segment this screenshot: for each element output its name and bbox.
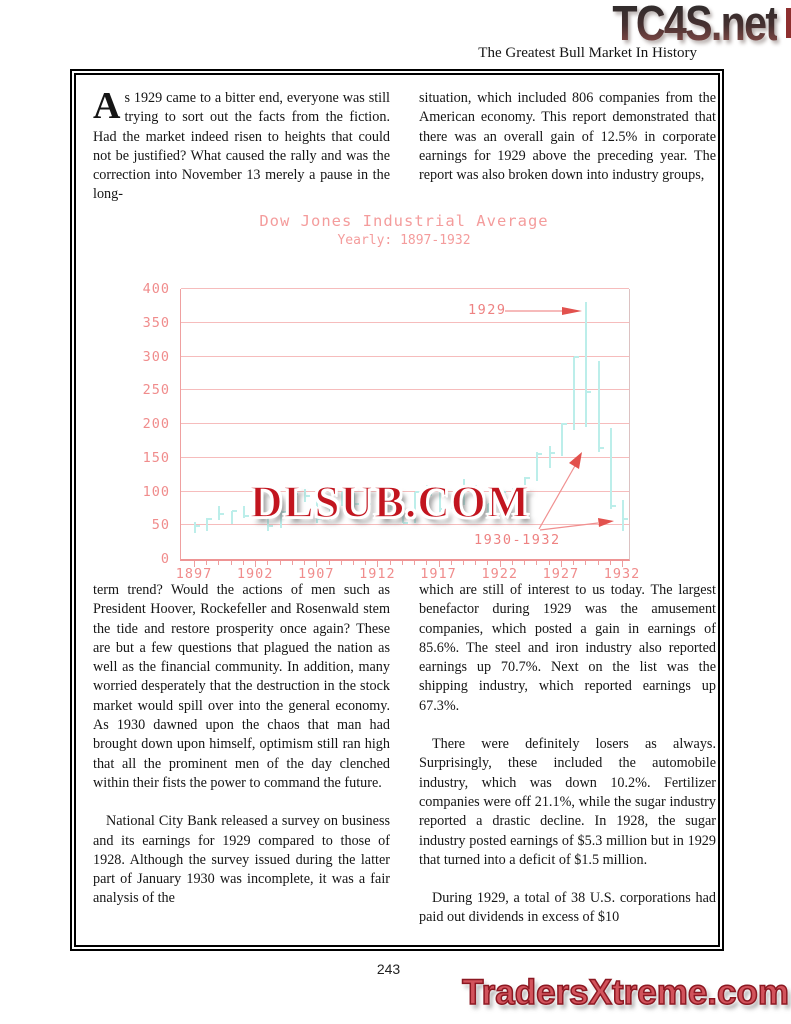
page-number: 243 — [376, 961, 401, 977]
left-column-top — [93, 85, 390, 205]
y-tick-label: 350 — [142, 314, 170, 331]
tc4s-logo: TC4S.net — [612, 0, 777, 52]
y-tick-label: 300 — [142, 348, 170, 365]
paragraph: During 1929, a total of 38 U.S. corporations had paid out dividends in excess of $10 — [419, 890, 716, 926]
paragraph: There were definitely losers as always. Surprisingly, these included the automobile industry, which was down 10.2%. Fertilizer companies were off 21.1%, while the sugar industry reported a drastic decline. In 1928, the sugar industry posted earnings of $5.3 million but in 1929 that turned into a deficit of $1.5 million. — [419, 736, 716, 868]
x-tick-label: 1902 — [236, 566, 274, 582]
header-tagline: The Greatest Bull Market In History — [478, 45, 697, 61]
chart-title: Dow Jones Industrial Average — [259, 212, 549, 230]
paragraph: situation, which included 806 companies from the American economy. This report demonstrated that there was an overall gain of 12.5% in corporate earnings for 1929 above the preceding year. The report was also broken down into industry groups, — [419, 90, 716, 184]
tradersxtreme-logo: TradersXtreme.com — [462, 973, 789, 1012]
annotation-1929: 1929 — [468, 302, 507, 318]
x-tick-label: 1922 — [481, 566, 518, 582]
annotation-1930-1932: 1930-1932 — [474, 532, 561, 548]
y-tick-label: 150 — [142, 449, 170, 466]
y-tick-label: 400 — [142, 281, 170, 297]
y-tick-label: 50 — [151, 517, 170, 534]
x-tick-label: 1912 — [359, 566, 396, 582]
y-tick-label: 250 — [142, 382, 170, 399]
y-tick-label: 100 — [142, 483, 170, 500]
paragraph: which are still of interest to us today. The largest benefactor during 1929 was the amusement companies, which posted a gain in earnings of 85.6%. The steel and iron industry also reported earnings up 70.7%. Next on the list was the shipping industry, which reported earnings up 67.3%. — [419, 582, 716, 714]
right-column-top — [419, 89, 716, 185]
x-tick-label: 1897 — [175, 566, 213, 582]
paragraph: National City Bank released a survey on business and its earnings for 1929 compared to those of 1928. Although the survey issued during the latter part of January 1930 was incomplete, it was a fair analysis of the — [93, 813, 390, 907]
annotation-arrows — [160, 280, 630, 580]
right-column-bottom — [419, 581, 716, 928]
y-tick-label: 200 — [142, 416, 170, 432]
x-tick-label: 1927 — [542, 566, 580, 582]
paragraph: As 1929 came to a bitter end, everyone was still trying to sort out the facts from the fiction. Had the market indeed risen to heights that could not be justified? What caused the rally and was the correction into November 13 merely a pause in the long- — [93, 85, 390, 203]
logo-accent-mark — [786, 8, 791, 38]
x-tick-label: 1932 — [603, 566, 641, 582]
paragraph: term trend? Would the actions of men such as President Hoover, Rockefeller and Rosenwald stem the tide and restore prosperity once again? These are but a few questions that plagued the nation as well as the financial community. In addition, many worried desperately that the destruction in the stock market would spill over into the general economy. As 1930 dawned upon the chaos that man had brought down upon himself, optimism still ran high that all the prominent men of the day clenched within their fists the power to command the future. — [93, 582, 390, 791]
x-tick-label: 1907 — [298, 566, 335, 582]
left-column-bottom — [93, 581, 390, 909]
x-tick-label: 1917 — [420, 566, 457, 582]
drop-cap: A — [93, 85, 121, 127]
y-tick-label: 0 — [160, 551, 170, 567]
dlsub-watermark: DLSUB.COM — [250, 477, 531, 527]
chart-subtitle: Yearly: 1897-1932 — [337, 233, 471, 248]
